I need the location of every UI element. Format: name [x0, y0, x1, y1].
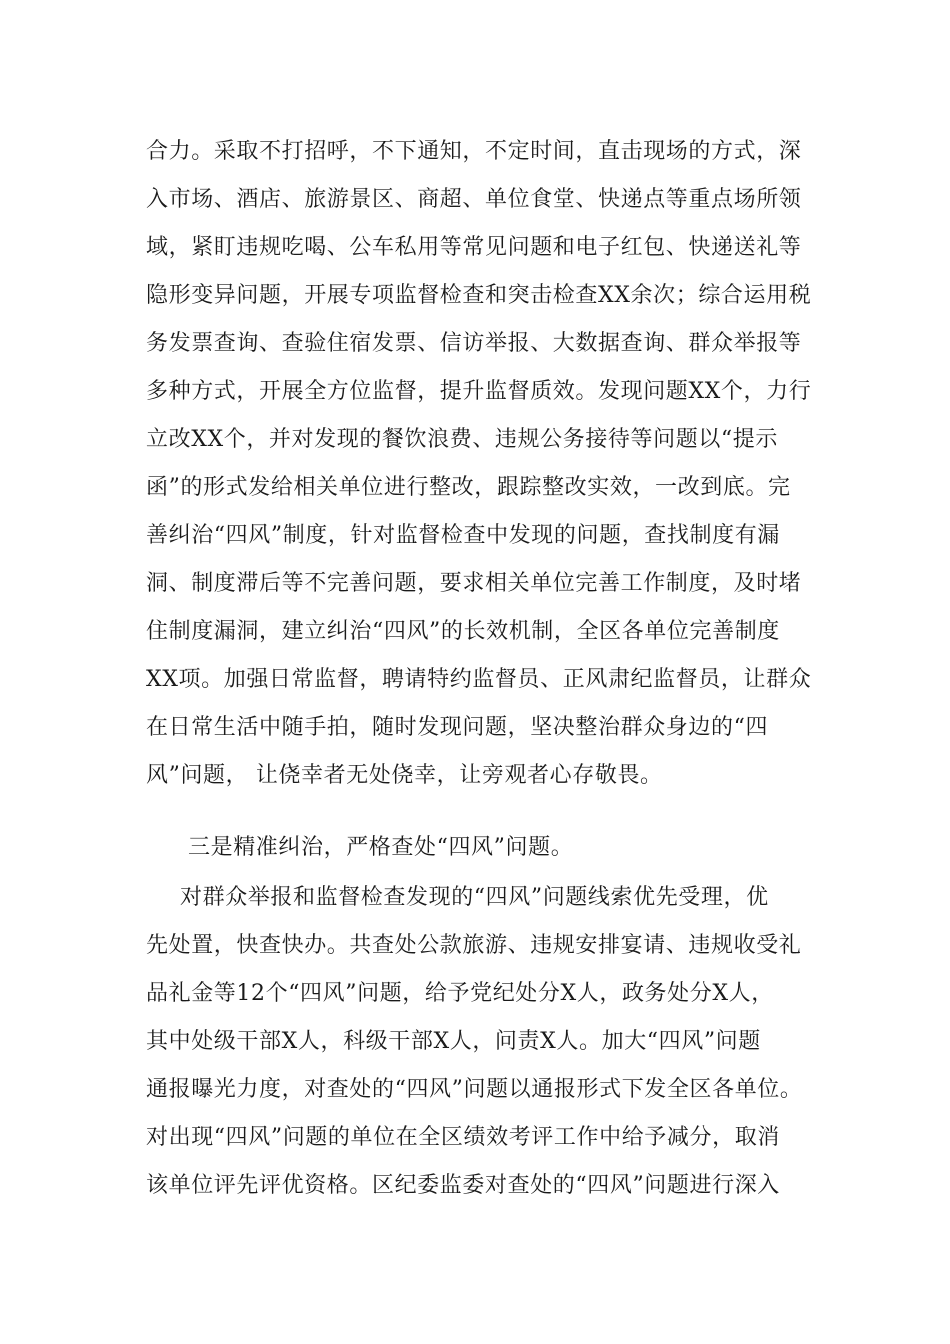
paragraph-2 [146, 874, 806, 1210]
paragraph-line: 合力。采取不打招呼，不下通知，不定时间，直击现场的方式，深 [146, 139, 802, 164]
paragraph-line: 该单位评先评优资格。区纪委监委对查处的“四风”问题进行深入 [146, 1173, 780, 1198]
paragraph-line: 入市场、酒店、旅游景区、商超、单位食堂、快递点等重点场所领 [146, 187, 802, 212]
paragraph-line: 域，紧盯违规吃喝、公车私用等常见问题和电子红包、快递送礼等 [146, 235, 802, 260]
paragraph-line: 住制度漏洞，建立纠治“四风”的长效机制，全区各单位完善制度 [146, 619, 780, 644]
paragraph-line: XX项。加强日常监督，聘请特约监督员、正风肃纪监督员，让群众 [146, 667, 812, 692]
paragraph-line: 善纠治“四风”制度，针对监督检查中发现的问题，查找制度有漏 [146, 523, 780, 548]
paragraph-line: 在日常生活中随手拍，随时发现问题，坚决整治群众身边的“四 [146, 715, 769, 740]
paragraph-line: 多种方式，开展全方位监督，提升监督质效。发现问题XX个，力行 [146, 379, 812, 404]
paragraph-line: 务发票查询、查验住宿发票、信访举报、大数据查询、群众举报等 [146, 331, 802, 356]
paragraph-line: 对出现“四风”问题的单位在全区绩效考评工作中给予减分，取消 [146, 1125, 780, 1150]
paragraph-line: 品礼金等12个“四风”问题，给予党纪处分X人，政务处分X人， [146, 981, 774, 1006]
paragraph-1 [146, 128, 812, 800]
paragraph-line: 洞、制度滞后等不完善问题，要求相关单位完善工作制度，及时堵 [146, 571, 802, 596]
paragraph-line: 对群众举报和监督检查发现的“四风”问题线索优先受理，优 [180, 885, 769, 910]
paragraph-line: 其中处级干部X人，科级干部X人，问责X人。加大“四风”问题 [146, 1029, 761, 1054]
paragraph-line: 立改XX个，并对发现的餐饮浪费、违规公务接待等问题以“提示 [146, 427, 778, 452]
section-heading [188, 824, 848, 872]
section-heading-text: 三是精准纠治，严格查处“四风”问题。 [188, 835, 574, 860]
paragraph-line: 通报曝光力度，对查处的“四风”问题以通报形式下发全区各单位。 [146, 1077, 803, 1102]
paragraph-line: 先处置，快查快办。共查处公款旅游、违规安排宴请、违规收受礼 [146, 933, 802, 958]
paragraph-line: 函”的形式发给相关单位进行整改，跟踪整改实效，一改到底。完 [146, 475, 791, 500]
paragraph-line: 隐形变异问题，开展专项监督检查和突击检查XX余次；综合运用税 [146, 283, 812, 308]
paragraph-line: 风”问题， 让侥幸者无处侥幸，让旁观者心存敬畏。 [146, 763, 663, 788]
